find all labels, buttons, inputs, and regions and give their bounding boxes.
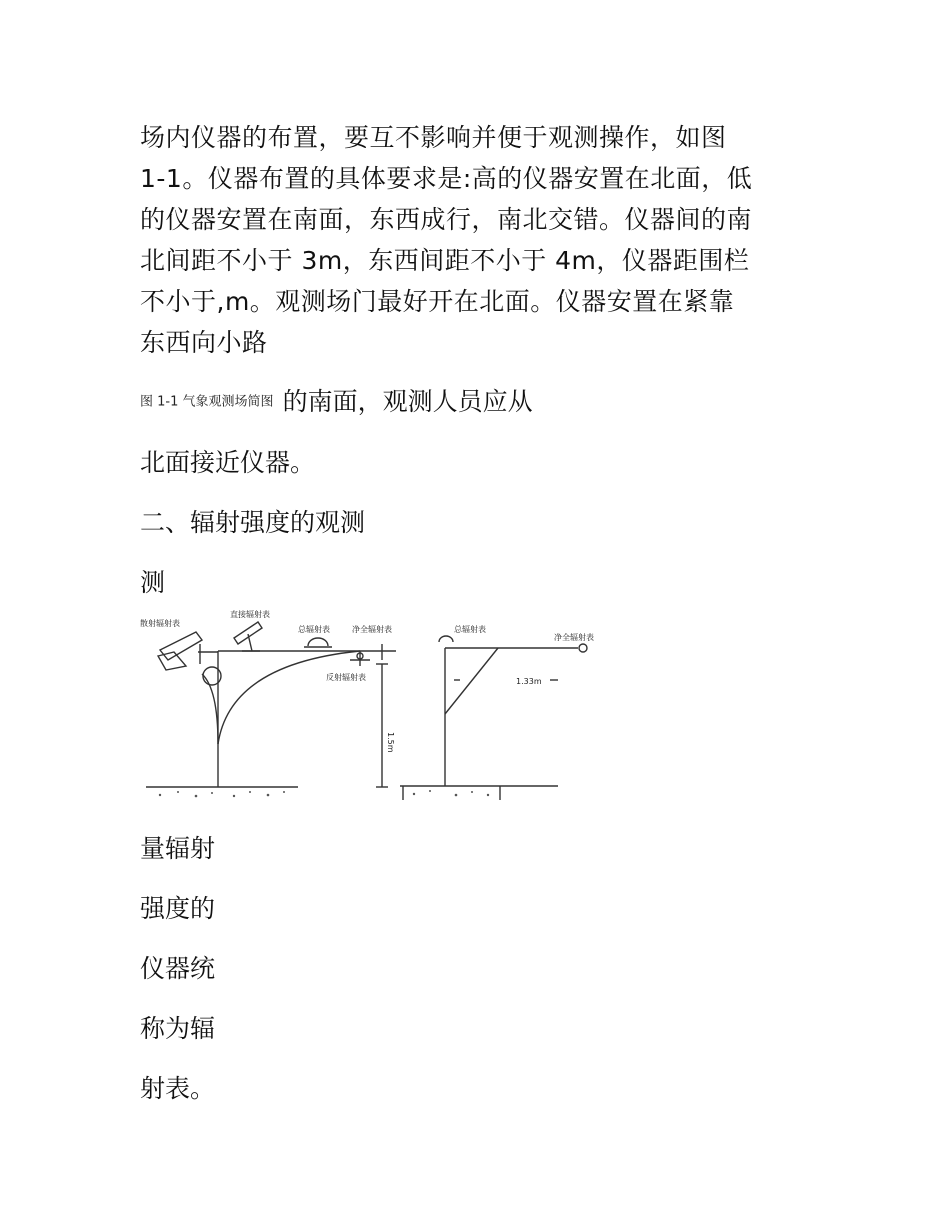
section-heading: 二、辐射强度的观测: [140, 508, 366, 537]
text-line: 的仪器安置在南面，东西成行，南北交错。仪器间的南: [140, 205, 753, 234]
diffuse-radiometer-icon: [160, 632, 202, 660]
label-net-radiometer-right: 净全辐射表: [554, 633, 594, 642]
text-line: 1-1。仪器布置的具体要求是:高的仪器安置在北面，低: [140, 164, 753, 193]
right-net-radiometer-icon: [579, 644, 587, 652]
label-total-radiometer-right: 总辐射表: [454, 625, 486, 634]
intro-paragraph: [140, 117, 820, 363]
text-line: 称为辐: [140, 1014, 216, 1043]
text-line: 北面接近仪器。: [140, 448, 316, 477]
caption-tail-text: 的南面，观测人员应从: [282, 387, 533, 416]
label-distance: 1.33m: [516, 677, 542, 686]
right-total-radiometer-icon: [439, 636, 453, 642]
label-net-radiometer: 净全辐射表: [352, 625, 392, 634]
figure-caption: 图 1-1 气象观测场简图: [140, 394, 274, 410]
label-direct-radiometer: 直接辐射表: [230, 610, 270, 619]
text-line: 仪器统: [140, 954, 216, 983]
label-total-radiometer: 总辐射表: [298, 625, 330, 634]
label-reflected-radiometer: 反射辐射表: [326, 673, 366, 682]
text-line: 测: [140, 568, 166, 597]
observation-field-diagram: [138, 604, 608, 804]
label-height: 1.5m: [386, 732, 395, 753]
text-line: 强度的: [140, 894, 216, 923]
text-line: 场内仪器的布置，要互不影响并便于观测操作，如图: [140, 123, 727, 152]
text-line: 北间距不小于 3m，东西间距不小于 4m，仪器距围栏: [140, 246, 750, 275]
total-radiometer-icon: [308, 638, 328, 646]
caption-line: [140, 382, 533, 418]
text-line: 东西向小路: [140, 328, 268, 357]
direct-radiometer-icon: [234, 622, 262, 644]
text-line: 不小于,m。观测场门最好开在北面。仪器安置在紧靠: [140, 287, 735, 316]
text-line: 量辐射: [140, 834, 216, 863]
label-diffuse-radiometer: 散射辐射表: [140, 619, 180, 628]
support-brace: [218, 651, 360, 744]
text-line: 射表。: [140, 1074, 216, 1103]
right-brace: [445, 648, 498, 714]
